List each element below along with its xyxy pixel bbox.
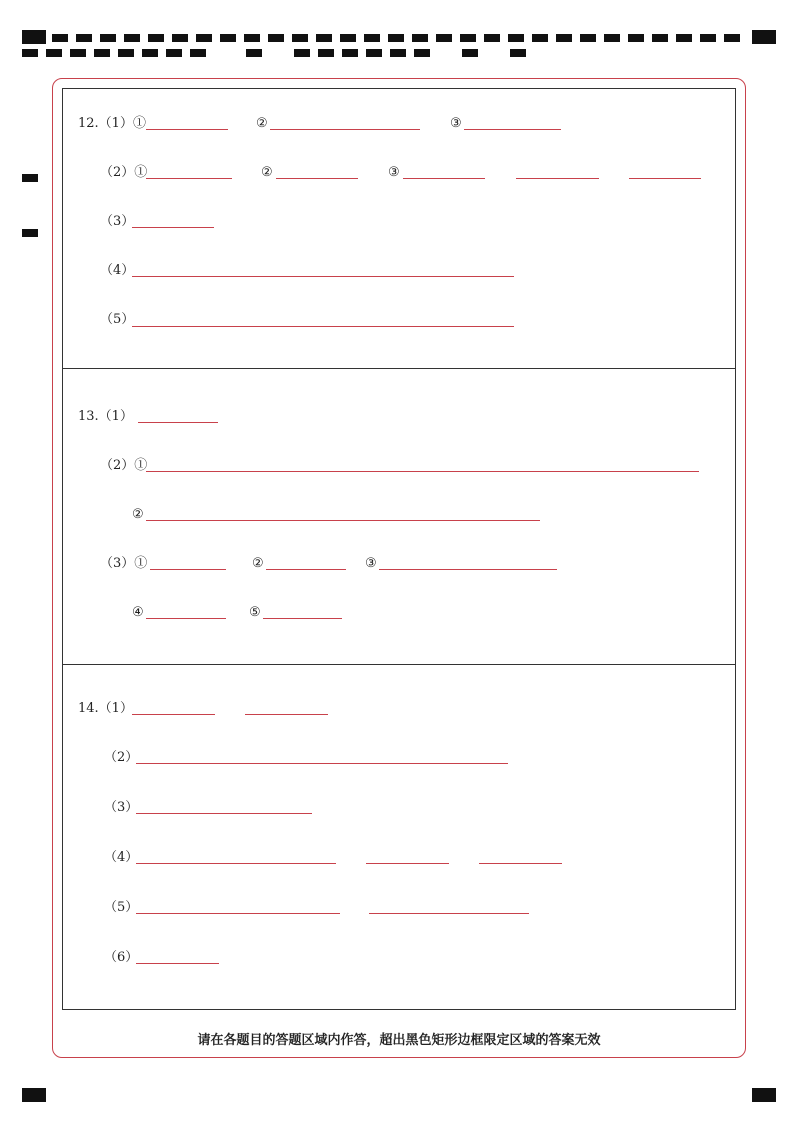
q12-part2-circle2: ②: [261, 165, 273, 180]
answer-line[interactable]: [276, 178, 358, 179]
answer-line[interactable]: [479, 863, 562, 864]
corner-mark-top-left: [22, 30, 46, 44]
answer-line[interactable]: [379, 569, 557, 570]
answer-line[interactable]: [146, 520, 540, 521]
q13-part2-circle2: ②: [132, 507, 144, 522]
q14-part4-label: （4）: [104, 850, 139, 865]
side-mark-2: [22, 229, 38, 237]
answer-line[interactable]: [146, 178, 232, 179]
answer-line[interactable]: [629, 178, 701, 179]
q14-part2-label: （2）: [104, 750, 139, 765]
q12-part1-circle2: ②: [256, 116, 268, 131]
answer-line[interactable]: [270, 129, 420, 130]
answer-line[interactable]: [136, 863, 336, 864]
side-mark-1: [22, 174, 38, 182]
corner-mark-bottom-right: [752, 1088, 776, 1102]
answer-line[interactable]: [150, 569, 226, 570]
q12-part2-label: （2）①: [100, 165, 148, 180]
answer-line[interactable]: [132, 714, 215, 715]
answer-line[interactable]: [132, 227, 214, 228]
q13-part3-circle2: ②: [252, 556, 264, 571]
footer-instruction: 请在各题目的答题区域内作答，超出黑色矩形边框限定区域的答案无效: [197, 1033, 601, 1048]
answer-line[interactable]: [136, 913, 340, 914]
q13-part1-label: 13.（1）: [78, 409, 133, 424]
q12-part5-label: （5）: [100, 312, 135, 327]
q12-part2-circle3: ③: [388, 165, 400, 180]
q13-part3-circle3: ③: [365, 556, 377, 571]
answer-line[interactable]: [146, 471, 699, 472]
q14-part3-label: （3）: [104, 800, 139, 815]
answer-line[interactable]: [366, 863, 449, 864]
q13-part3-circle4: ④: [132, 605, 144, 620]
answer-line[interactable]: [132, 326, 514, 327]
q12-part3-label: （3）: [100, 214, 135, 229]
answer-line[interactable]: [136, 813, 312, 814]
timing-marks-row-1: [52, 34, 748, 42]
answer-line[interactable]: [403, 178, 485, 179]
timing-marks-row-2: [22, 49, 542, 57]
q14-part5-label: （5）: [104, 900, 139, 915]
q13-part2-label: （2）①: [100, 458, 148, 473]
section-divider-13: [62, 368, 736, 369]
q12-part1-circle3: ③: [450, 116, 462, 131]
answer-line[interactable]: [138, 422, 218, 423]
q12-part1-label: 12.（1）①: [78, 116, 146, 131]
answer-line[interactable]: [464, 129, 561, 130]
answer-line[interactable]: [263, 618, 342, 619]
corner-mark-top-right: [752, 30, 776, 44]
answer-line[interactable]: [136, 963, 219, 964]
answer-line[interactable]: [136, 763, 508, 764]
q13-part3-circle5: ⑤: [249, 605, 261, 620]
q12-part4-label: （4）: [100, 263, 135, 278]
answer-line[interactable]: [266, 569, 346, 570]
answer-line[interactable]: [146, 618, 226, 619]
q13-part3-label: （3）①: [100, 556, 148, 571]
answer-line[interactable]: [146, 129, 228, 130]
corner-mark-bottom-left: [22, 1088, 46, 1102]
q14-part6-label: （6）: [104, 950, 139, 965]
section-divider-14: [62, 664, 736, 665]
answer-line[interactable]: [132, 276, 514, 277]
q14-part1-label: 14.（1）: [78, 701, 133, 716]
answer-line[interactable]: [516, 178, 599, 179]
answer-line[interactable]: [369, 913, 529, 914]
answer-line[interactable]: [245, 714, 328, 715]
